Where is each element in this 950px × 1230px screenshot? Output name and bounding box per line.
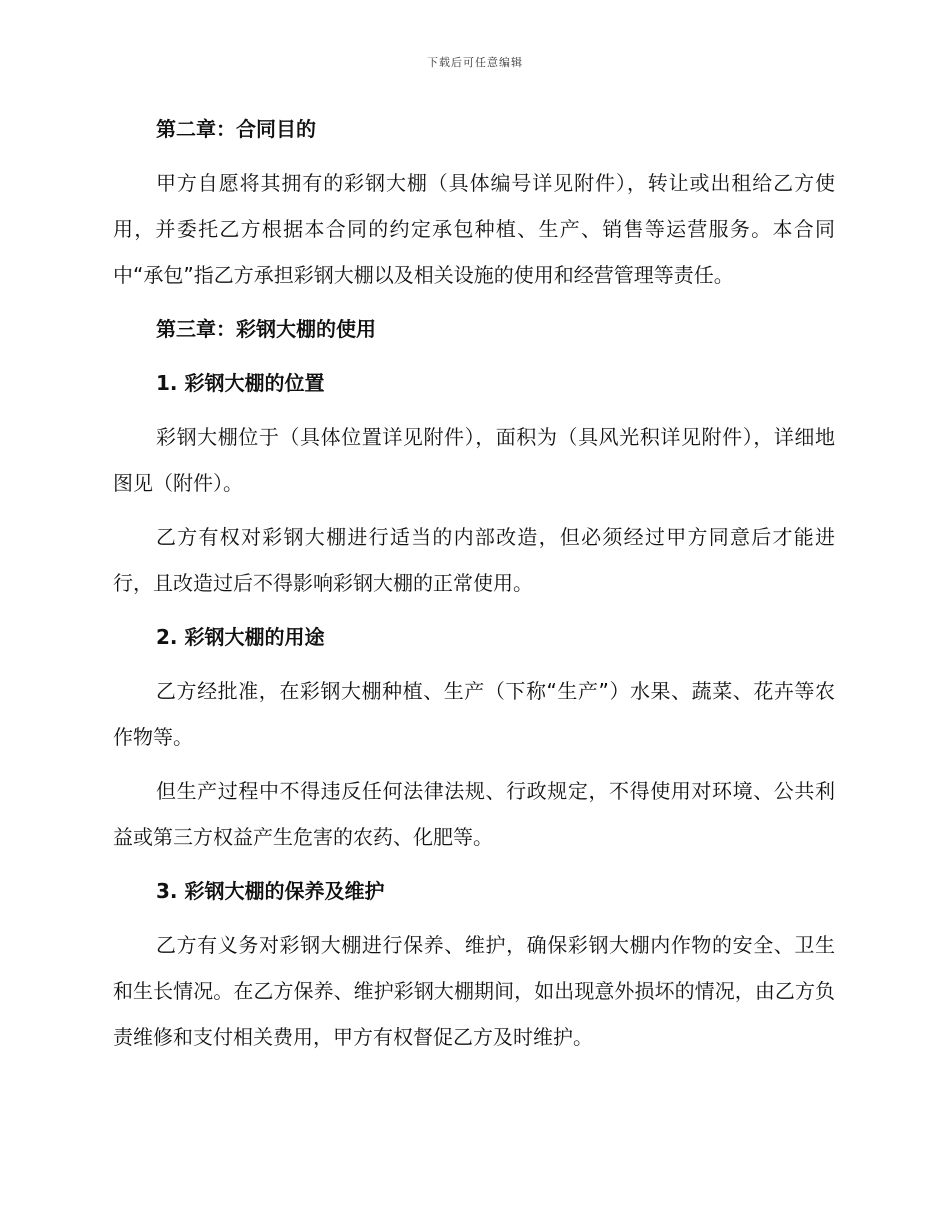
chapter-3-heading: 第三章：彩钢大棚的使用	[156, 317, 376, 341]
section-1-paragraph-2: 乙方有权对彩钢大棚进行适当的内部改造，但必须经过甲方同意后才能进行，且改造过后不得影响彩钢大棚的正常使用。	[113, 525, 835, 595]
section-2-paragraph-1: 乙方经批准，在彩钢大棚种植、生产（下称“生产”）水果、蔬菜、花卉等农作物等。	[113, 679, 835, 749]
document-body	[113, 106, 835, 1060]
section-2-paragraph-2: 但生产过程中不得违反任何法律法规、行政规定，不得使用对环境、公共利益或第三方权益产生危害的农药、化肥等。	[113, 779, 835, 849]
section-1-paragraph-1: 彩钢大棚位于（具体位置详见附件），面积为（具风光积详见附件），详细地图见（附件）。	[113, 425, 835, 495]
chapter-2-heading: 第二章：合同目的	[156, 117, 316, 141]
chapter-2-paragraph: 甲方自愿将其拥有的彩钢大棚（具体编号详见附件），转让或出租给乙方使用，并委托乙方根据本合同的约定承包种植、生产、销售等运营服务。本合同中“承包”指乙方承担彩钢大棚以及相关设施的使用和经营管理等责任。	[113, 171, 835, 287]
section-1-heading: 1. 彩钢大棚的位置	[156, 371, 325, 395]
page-header: 下载后可任意编辑	[427, 56, 523, 69]
section-2-heading: 2. 彩钢大棚的用途	[156, 625, 325, 649]
section-3-heading: 3. 彩钢大棚的保养及维护	[156, 879, 385, 903]
section-3-paragraph-1: 乙方有义务对彩钢大棚进行保养、维护，确保彩钢大棚内作物的安全、卫生和生长情况。在乙方保养、维护彩钢大棚期间，如出现意外损坏的情况，由乙方负责维修和支付相关费用，甲方有权督促乙方及时维护。	[113, 933, 835, 1049]
